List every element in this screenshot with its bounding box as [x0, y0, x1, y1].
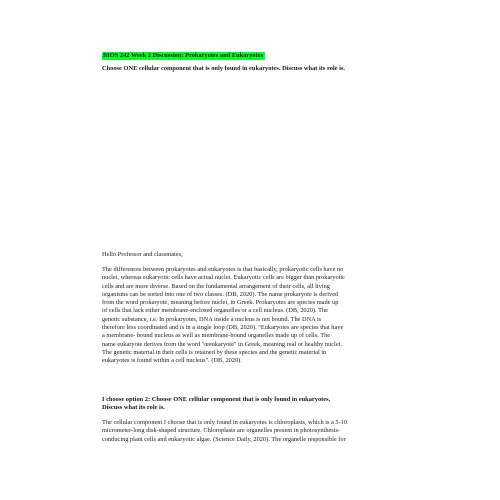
paragraph-line: therefore less coordinated and is in a single loop (DB, 2020). "Eukaryotes are species that have — [102, 324, 344, 332]
greeting: Hello Professor and classmates, — [102, 251, 183, 258]
paragraph-line: nuclei, whereas eukaryotic cells have actual nuclei. Eukaryotic cells are bigger than prokaryotic — [102, 274, 346, 282]
discussion-prompt: Choose ONE cellular component that is only found in eukaryotes. Discuss what its role is. — [102, 65, 345, 72]
paragraph-line: The genetic material in their cells is retained by these species and the genetic material in — [102, 348, 327, 356]
paragraph-line: of cells that lack either membrane-enclosed organelles or a cell nucleus. (DB, 2020). The — [102, 307, 328, 315]
paragraph-line: The differences between prokaryotes and eukaryotes is that basically, prokaryotic cells have no — [102, 266, 344, 273]
paragraph-line: micrometer-long disk-shaped structure. Chloroplasts are organelles present in photosynthesis- — [102, 427, 341, 435]
paragraph-line: name eukaryote derives from the word "œeukaryote" in Greek, meaning real or healthy nuclei. — [102, 340, 342, 348]
paragraph-line: organisms can be sorted into one of two classes. (DB, 2020). The name prokaryote is derived — [102, 290, 339, 298]
paragraph-line: from the word prokaryote, meaning before nuclei, in Greek. Prokaryotes are species made up — [102, 299, 339, 307]
option-heading — [102, 396, 330, 413]
document-title: BIOS 242 Week 2 Discussion: Prokaryotes and Eukaryotes — [103, 52, 264, 59]
option-heading-line: Discuss what its role is. — [102, 404, 165, 412]
paragraph-line: genetic substance, i.e. In prokaryotes, DNA inside a nucleus is not bound. The DNA is — [102, 315, 322, 323]
paragraph-line: a membrane- bound nucleus as well as membrane-bound organelles made up of cells. The — [102, 332, 331, 340]
paragraph-chloroplasts — [102, 419, 402, 444]
paragraph-line: eukaryotes is found within a cell nucleus". (DB, 2020). — [102, 357, 242, 365]
paragraph-prokaryotes-vs-eukaryotes — [102, 266, 402, 366]
option-heading-line: I choose option 2: Choose ONE cellular component that is only found in eukaryotes. — [102, 396, 331, 403]
paragraph-line: conducing plant cells and eukaryotic algae. (Science Daily, 2020). The organelle responsible for — [102, 435, 346, 443]
paragraph-line: The cellular component I choose that is only found in eukaryotes is chloroplasts, which is a 5-10 — [102, 419, 348, 426]
paragraph-line: cells and are more diverse. Based on the fundamental arrangement of their cells, all living — [102, 282, 330, 290]
